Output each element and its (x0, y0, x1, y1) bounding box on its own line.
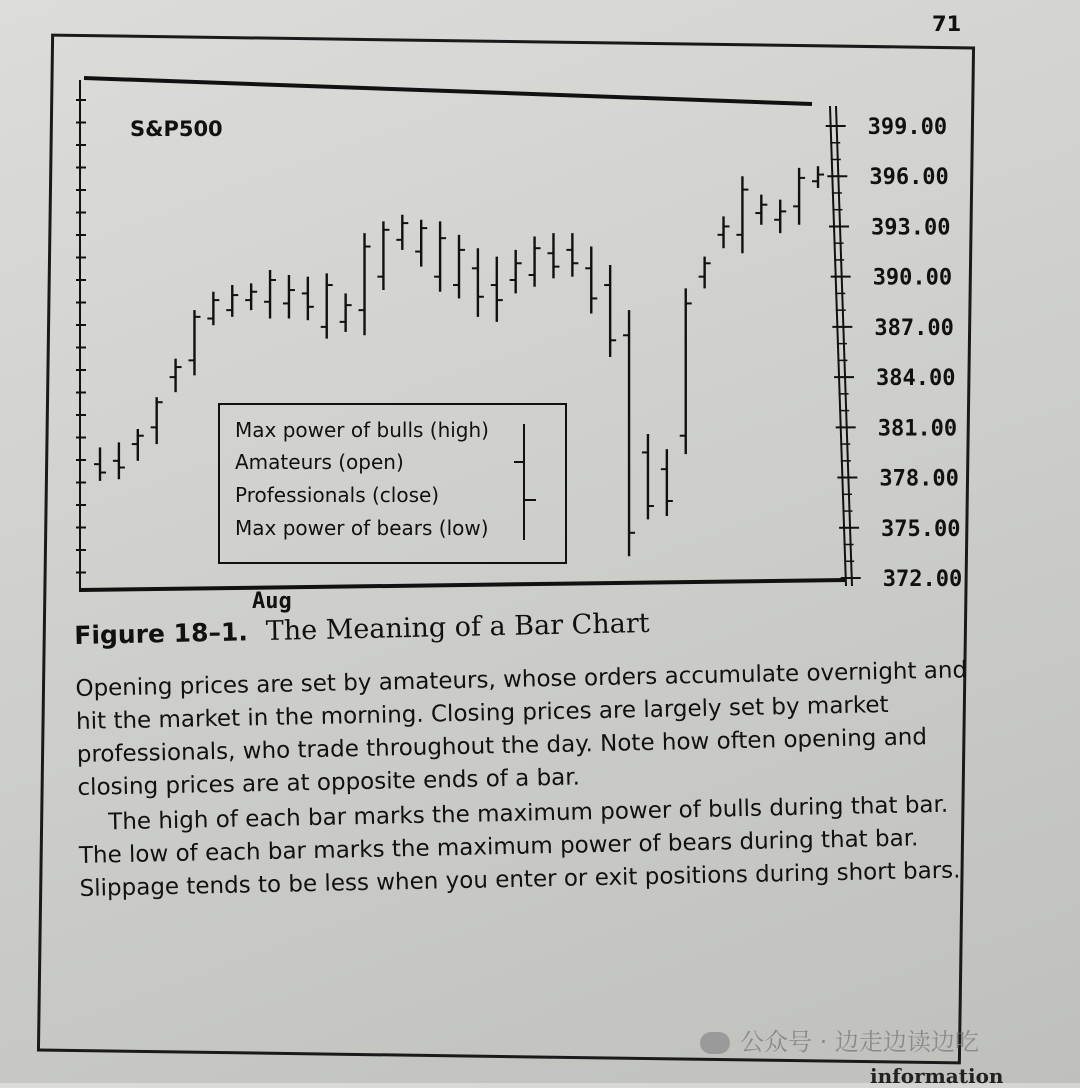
price-bar (566, 233, 578, 277)
price-bar (283, 275, 295, 319)
price-bar (302, 277, 314, 321)
price-bar (415, 220, 427, 267)
wechat-icon (700, 1032, 730, 1054)
price-bar (207, 292, 219, 325)
price-bar (604, 265, 616, 357)
price-tick-label: 384.00 (876, 366, 956, 392)
price-tick-label: 390.00 (872, 265, 953, 291)
price-tick-label: 372.00 (882, 567, 963, 592)
watermark (700, 1022, 979, 1057)
price-bar (623, 310, 635, 556)
price-bar (642, 434, 654, 519)
price-tick-labels (868, 115, 963, 592)
price-bar (396, 215, 408, 250)
price-bar (340, 293, 352, 332)
price-bar (718, 216, 730, 248)
price-bar (226, 285, 238, 317)
legend-label-close: Professionals (close) (235, 483, 440, 507)
price-bar (321, 273, 333, 338)
price-tick-label: 375.00 (881, 516, 961, 542)
chart-title: S&P500 (130, 117, 223, 141)
price-bar (793, 168, 805, 225)
price-bar (245, 283, 257, 310)
price-bar (812, 166, 824, 188)
price-bar (170, 359, 182, 392)
price-bar (434, 221, 446, 291)
price-bar (472, 248, 484, 317)
price-bars (94, 166, 824, 556)
price-bar (188, 310, 200, 375)
price-bar (736, 176, 748, 253)
price-tick-label: 399.00 (867, 115, 948, 140)
legend (219, 404, 566, 563)
price-bar (699, 257, 711, 289)
price-bar (680, 288, 692, 454)
legend-label-low: Max power of bears (low) (235, 516, 489, 540)
price-bar (755, 195, 767, 225)
cut-off-text: information (870, 1064, 1004, 1088)
figure-label: Figure 18–1. (74, 617, 249, 650)
caption-paragraph-2: The high of each bar marks the maximum power of bulls during that bar. The low of each bar marks the maximum power of bears during that bar. Slippage tends to be less when you enter or exit positions during short bars. (78, 791, 961, 902)
watermark-text: 公众号 · 边走边读边吃 (740, 1028, 979, 1056)
price-bar (510, 250, 522, 294)
price-bar (132, 429, 144, 461)
price-tick-label: 396.00 (869, 165, 949, 191)
chart-top-border (84, 78, 812, 104)
price-bar (774, 200, 786, 233)
price-bar (377, 221, 389, 290)
price-bar (113, 442, 125, 479)
price-bar (491, 257, 503, 322)
chart-bottom-border (80, 580, 846, 590)
price-bar (453, 235, 465, 299)
figure-caption (74, 601, 990, 906)
page-number: 71 (932, 12, 962, 36)
caption-paragraph-1: Opening prices are set by amateurs, whose orders accumulate overnight and hit the market in the morning. Closing prices are largely set by market professionals, who trade throughout the day. Note how often opening and closing prices are at opposite ends of a bar. (75, 657, 968, 801)
price-tick-label: 381.00 (877, 416, 958, 442)
x-axis-label: Aug (252, 589, 292, 614)
legend-label-high: Max power of bulls (high) (235, 418, 489, 442)
price-bar (151, 397, 163, 444)
price-bar (661, 449, 673, 516)
price-tick-label: 387.00 (874, 315, 954, 341)
price-bar (529, 236, 541, 286)
figure-title: The Meaning of a Bar Chart (265, 607, 650, 647)
price-bar (264, 270, 276, 319)
price-bar (94, 447, 106, 480)
price-bar (585, 247, 597, 314)
legend-label-open: Amateurs (open) (235, 450, 404, 474)
price-tick-label: 378.00 (879, 466, 959, 492)
price-bar (359, 233, 371, 335)
price-bar (547, 233, 559, 278)
price-tick-label: 393.00 (871, 215, 951, 241)
